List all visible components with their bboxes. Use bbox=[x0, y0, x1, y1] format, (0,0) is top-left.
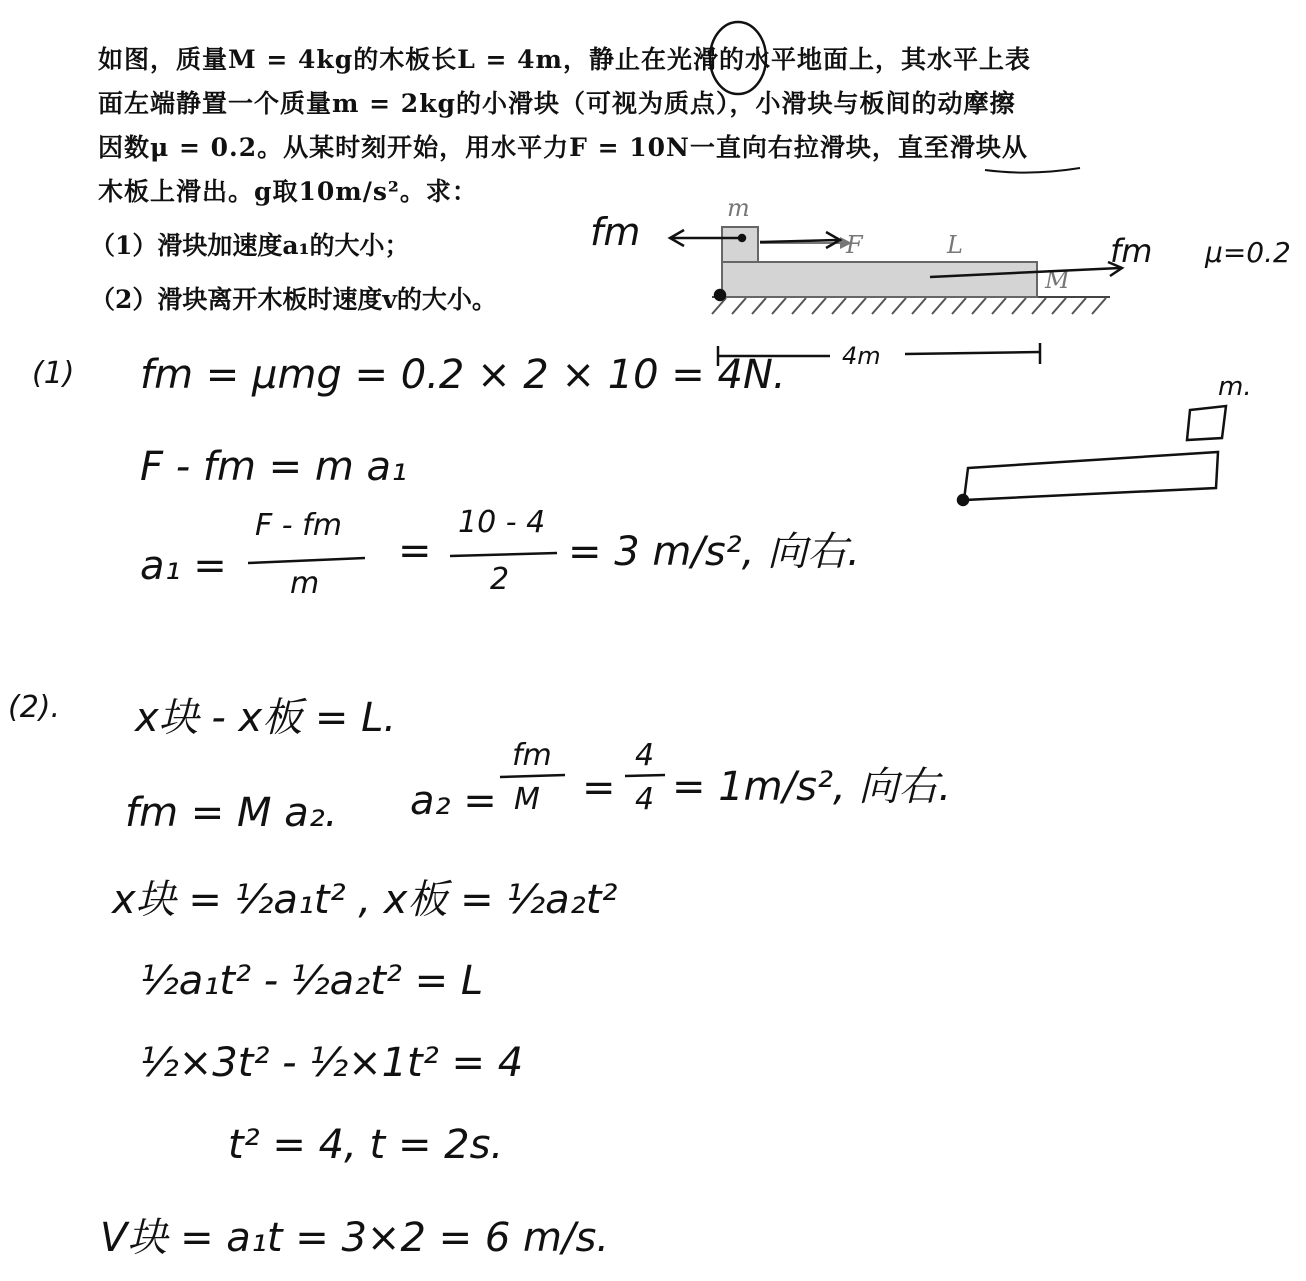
sketch-label: m. bbox=[1218, 372, 1252, 402]
part2-line6: t² = 4, t = 2s. bbox=[228, 1122, 504, 1168]
label-F: F bbox=[846, 231, 863, 259]
problem-line-3: 因数μ = 0.2。从某时刻开始，用水平力F = 10N一直向右拉滑块，直至滑块从 bbox=[98, 133, 1028, 162]
board-diagram bbox=[712, 194, 1110, 314]
label-m: m bbox=[727, 194, 750, 222]
note-fm-right: fm bbox=[1110, 232, 1153, 270]
part1-result: = 3 m/s², 向右. bbox=[568, 529, 860, 575]
part2-result: = 1m/s², 向右. bbox=[672, 764, 952, 810]
underline-annotation bbox=[985, 168, 1080, 173]
part2-frac1-den: M bbox=[514, 782, 540, 817]
part1-eq: = bbox=[398, 528, 432, 574]
part2-eq: = bbox=[582, 765, 616, 811]
part2-line7: V块 = a₁t = 3×2 = 6 m/s. bbox=[100, 1215, 610, 1261]
label-L: L bbox=[947, 231, 963, 259]
note-fm-left: fm bbox=[590, 210, 641, 254]
part1-frac1-den: m bbox=[290, 566, 320, 601]
problem-line-1: 如图，质量M = 4kg的木板长L = 4m，静止在光滑的水平地面上，其水平上表 bbox=[98, 45, 1032, 74]
circle-annotation bbox=[710, 22, 766, 94]
part1-line1: fm = μmg = 0.2 × 2 × 10 = 4N. bbox=[140, 352, 786, 398]
problem-line-2: 面左端静置一个质量m = 2kg的小滑块（可视为质点），小滑块与板间的动摩擦 bbox=[98, 89, 1016, 118]
part1-line3-lhs: a₁ = bbox=[140, 543, 227, 589]
problem-line-4: 木板上滑出。g取10m/s²。求： bbox=[98, 177, 478, 206]
part1-frac2-den: 2 bbox=[490, 562, 510, 597]
part2-line2b-lhs: a₂ = bbox=[410, 778, 497, 824]
note-length: 4m bbox=[842, 342, 881, 370]
label-M: M bbox=[1045, 266, 1070, 294]
note-mu: μ=0.2 bbox=[1205, 236, 1291, 269]
question-2: （2）滑块离开木板时速度v的大小。 bbox=[90, 285, 497, 314]
part2-line5: ½×3t² - ½×1t² = 4 bbox=[140, 1040, 524, 1086]
question-1: （1）滑块加速度a₁的大小； bbox=[90, 231, 410, 260]
part2-line4: ½a₁t² - ½a₂t² = L bbox=[140, 958, 484, 1004]
part1-line2: F - fm = m a₁ bbox=[140, 444, 408, 490]
part2-label: (2). bbox=[8, 690, 61, 725]
part2-frac1-num: fm bbox=[512, 738, 552, 773]
part1-frac1-num: F - fm bbox=[255, 508, 342, 543]
part2-line3: x块 = ½a₁t² , x板 = ½a₂t² bbox=[112, 877, 618, 923]
board bbox=[722, 262, 1037, 297]
part2-frac2-num: 4 bbox=[635, 738, 655, 773]
part1-frac2-num: 10 - 4 bbox=[458, 505, 546, 540]
part2-frac2-den: 4 bbox=[635, 782, 655, 817]
block bbox=[722, 227, 758, 262]
part2-line2a: fm = M a₂. bbox=[125, 790, 338, 836]
part2-line1: x块 - x板 = L. bbox=[135, 695, 397, 741]
part1-label: (1) bbox=[32, 356, 75, 391]
